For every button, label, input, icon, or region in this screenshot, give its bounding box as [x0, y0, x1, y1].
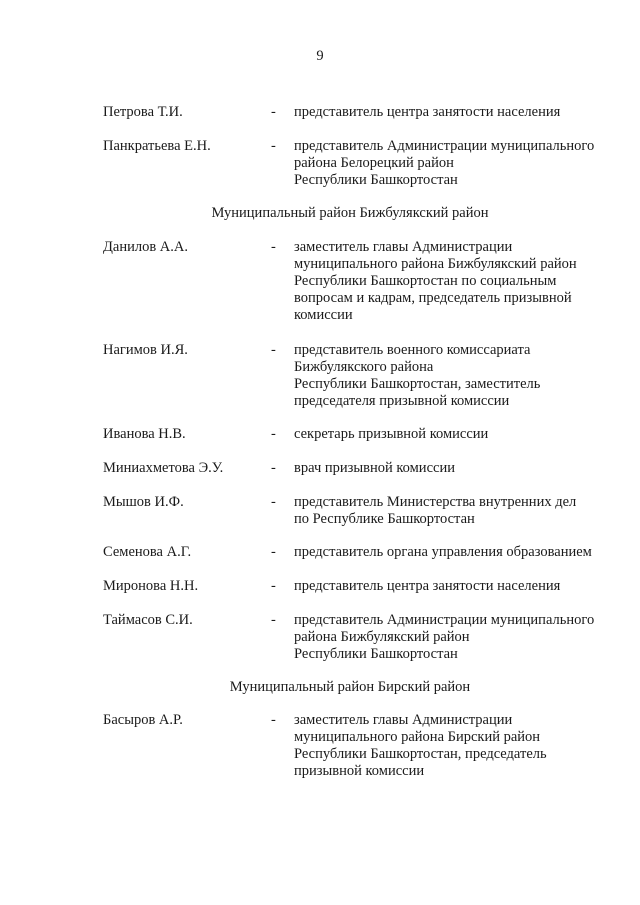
person-name: Нагимов И.Я. — [103, 342, 188, 358]
section-heading: Муниципальный район Бижбулякский район — [211, 205, 489, 221]
page-number: 9 — [316, 48, 324, 64]
role-line: комиссии — [294, 307, 353, 323]
role-line: района Белорецкий район — [294, 155, 454, 171]
section-heading: Муниципальный район Бирский район — [229, 679, 471, 695]
person-role — [294, 578, 629, 595]
role-line: района Бижбулякский район — [294, 629, 470, 645]
role-line: представитель Министерства внутренних дел — [294, 494, 577, 510]
role-line: представитель Администрации муниципального — [294, 138, 595, 154]
separator-dash: - — [271, 578, 276, 594]
role-line: Республики Башкортостан, председатель — [294, 746, 547, 762]
person-role — [294, 612, 629, 663]
separator-dash: - — [271, 494, 276, 510]
role-line: представитель органа управления образованием — [294, 544, 592, 560]
separator-dash: - — [271, 239, 276, 255]
person-role — [294, 544, 629, 561]
person-name: Панкратьева Е.Н. — [103, 138, 211, 154]
person-role — [294, 342, 629, 410]
person-role — [294, 494, 629, 528]
role-line: Республики Башкортостан, заместитель — [294, 376, 541, 392]
role-line: муниципального района Бижбулякский район — [294, 256, 577, 272]
person-role — [294, 239, 629, 324]
separator-dash: - — [271, 104, 276, 120]
role-line: представитель центра занятости населения — [294, 104, 561, 120]
role-line: Бижбулякского района — [294, 359, 434, 375]
person-name: Данилов А.А. — [103, 239, 188, 255]
person-role — [294, 426, 629, 443]
role-line: вопросам и кадрам, председатель призывной — [294, 290, 572, 306]
role-line: представитель военного комиссариата — [294, 342, 531, 358]
role-line: врач призывной комиссии — [294, 460, 455, 476]
separator-dash: - — [271, 426, 276, 442]
person-name: Басыров А.Р. — [103, 712, 183, 728]
separator-dash: - — [271, 612, 276, 628]
role-line: представитель центра занятости населения — [294, 578, 561, 594]
person-role — [294, 104, 629, 121]
separator-dash: - — [271, 460, 276, 476]
person-role — [294, 460, 629, 477]
person-name: Иванова Н.В. — [103, 426, 186, 442]
person-name: Петрова Т.И. — [103, 104, 183, 120]
person-name: Миниахметова Э.У. — [103, 460, 224, 476]
role-line: представитель Администрации муниципального — [294, 612, 595, 628]
role-line: Республики Башкортостан — [294, 646, 458, 662]
role-line: по Республике Башкортостан — [294, 511, 475, 527]
role-line: заместитель главы Администрации — [294, 712, 513, 728]
role-line: председателя призывной комиссии — [294, 393, 510, 409]
role-line: призывной комиссии — [294, 763, 425, 779]
person-name: Таймасов С.И. — [103, 612, 193, 628]
person-name: Мышов И.Ф. — [103, 494, 184, 510]
person-name: Миронова Н.Н. — [103, 578, 199, 594]
person-name: Семенова А.Г. — [103, 544, 192, 560]
role-line: заместитель главы Администрации — [294, 239, 513, 255]
role-line: муниципального района Бирский район — [294, 729, 541, 745]
role-line: секретарь призывной комиссии — [294, 426, 489, 442]
role-line: Республики Башкортостан по социальным — [294, 273, 557, 289]
person-role — [294, 712, 629, 780]
person-role — [294, 138, 629, 189]
separator-dash: - — [271, 544, 276, 560]
separator-dash: - — [271, 712, 276, 728]
separator-dash: - — [271, 342, 276, 358]
role-line: Республики Башкортостан — [294, 172, 458, 188]
separator-dash: - — [271, 138, 276, 154]
